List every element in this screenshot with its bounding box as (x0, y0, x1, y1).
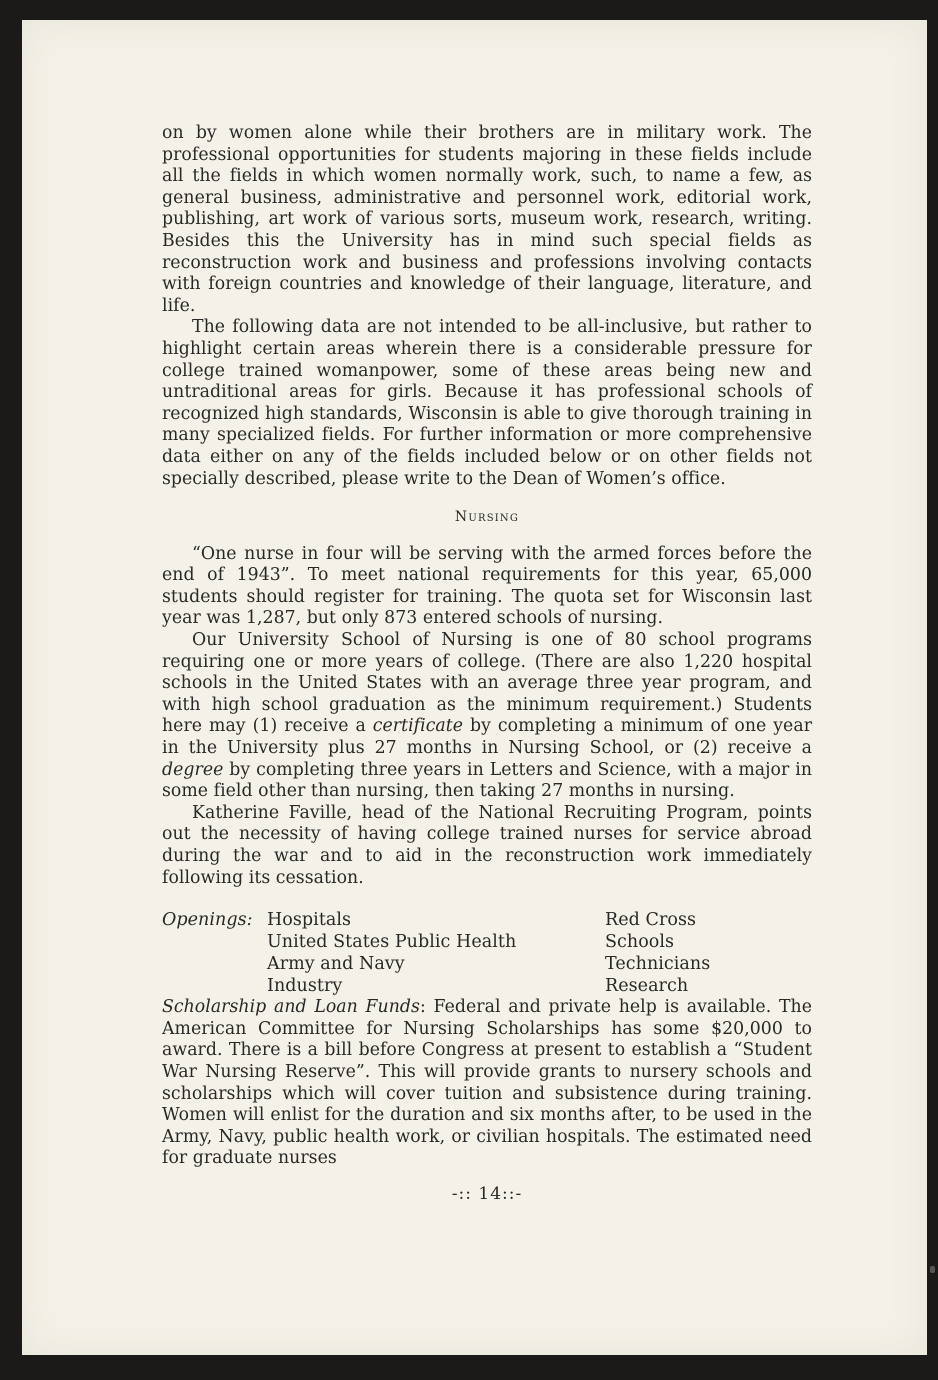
opening-item: Hospitals (267, 910, 352, 931)
section-heading: Nursing (454, 509, 520, 526)
paragraph-5: Katherine Faville, head of the National Recruiting Program, points out the necessity of having college trained nurses for service abroad during the war and to aid in the reconstruction work immediately following its cessation. (162, 802, 812, 888)
document-page (22, 20, 927, 1355)
openings-list (162, 909, 812, 997)
openings-label: Openings: (162, 910, 253, 931)
opening-item: Technicians (605, 954, 711, 975)
paragraph-2: The following data are not intended to be all-inclusive, but rather to highlight certain areas wherein there is a considerable pressure for college trained womanpower, some of these areas being new and untraditional areas for girls. Because it has professional schools of recognized high standards, Wisconsin is able to give thorough training in many specialized fields. For further information or more comprehensive data either on any of the fields included below or on other fields not specially described, please write to the Dean of Women’s office. (162, 317, 812, 489)
opening-item: Industry (267, 976, 343, 997)
certificate-term: certificate (372, 716, 464, 737)
opening-item: Schools (605, 932, 675, 953)
opening-item: Army and Navy (267, 954, 405, 975)
paragraph-4-part-c: by completing three years in Letters and Science, with a major in some field other than nursing, then taking 27 months in nursing. (162, 759, 812, 802)
opening-item: United States Public Health (267, 932, 517, 953)
openings-column-2 (605, 909, 805, 997)
opening-item: Red Cross (605, 910, 697, 931)
paragraph-4-part-a: Our University School of Nursing is one of 80 school programs requiring one or more years of college. (There are also 1,220 hospital schools in the United States with an average three year program, and with high school graduation as the minimum requirement.) Students here may (1) receive a (162, 630, 812, 737)
paragraph-1: on by women alone while their brothers are in military work. The professional opportunities for students majoring in these fields include all the fields in which women normally work, such, to name a few, as general business, administrative and personnel work, editorial work, publishing, art work of various sorts, museum work, research, writing. Besides this the University has in mind such special fields as reconstruction work and business and professions involving contacts with foreign countries and knowledge of their language, literature, and life. (162, 123, 812, 316)
text-column (162, 123, 812, 1206)
scholarship-text: : Federal and private help is available. The American Committee for Nursing Scholarships has some $20,000 to award. There is a bill before Congress at present to establish a “Student War Nursing Reserve”. This will provide grants to nursery schools and scholarships which will cover tuition and subsistence during training. Women will enlist for the duration and six months after, to be used in the Army, Navy, public health work, or civilian hospitals. The estimated need for graduate nurses (162, 997, 812, 1169)
paragraph-4 (162, 630, 812, 803)
paragraph-4-part-b: by completing a minimum of one year in the University plus 27 months in Nursing School, or (2) receive a (162, 716, 813, 759)
scholarship-lead: Scholarship and Loan Funds (162, 997, 420, 1018)
page-number: -:: 14::- (451, 1183, 523, 1204)
opening-item: Research (605, 976, 689, 997)
openings-column-1 (267, 909, 605, 997)
edge-speck (930, 1266, 935, 1273)
scholarship-paragraph (162, 997, 812, 1170)
paragraph-3: “One nurse in four will be serving with the armed forces before the end of 1943”. To meet national requirements for this year, 65,000 students should register for training. The quota set for Wisconsin last year was 1,287, but only 873 entered schools of nursing. (162, 543, 812, 629)
degree-term: degree (162, 759, 224, 780)
